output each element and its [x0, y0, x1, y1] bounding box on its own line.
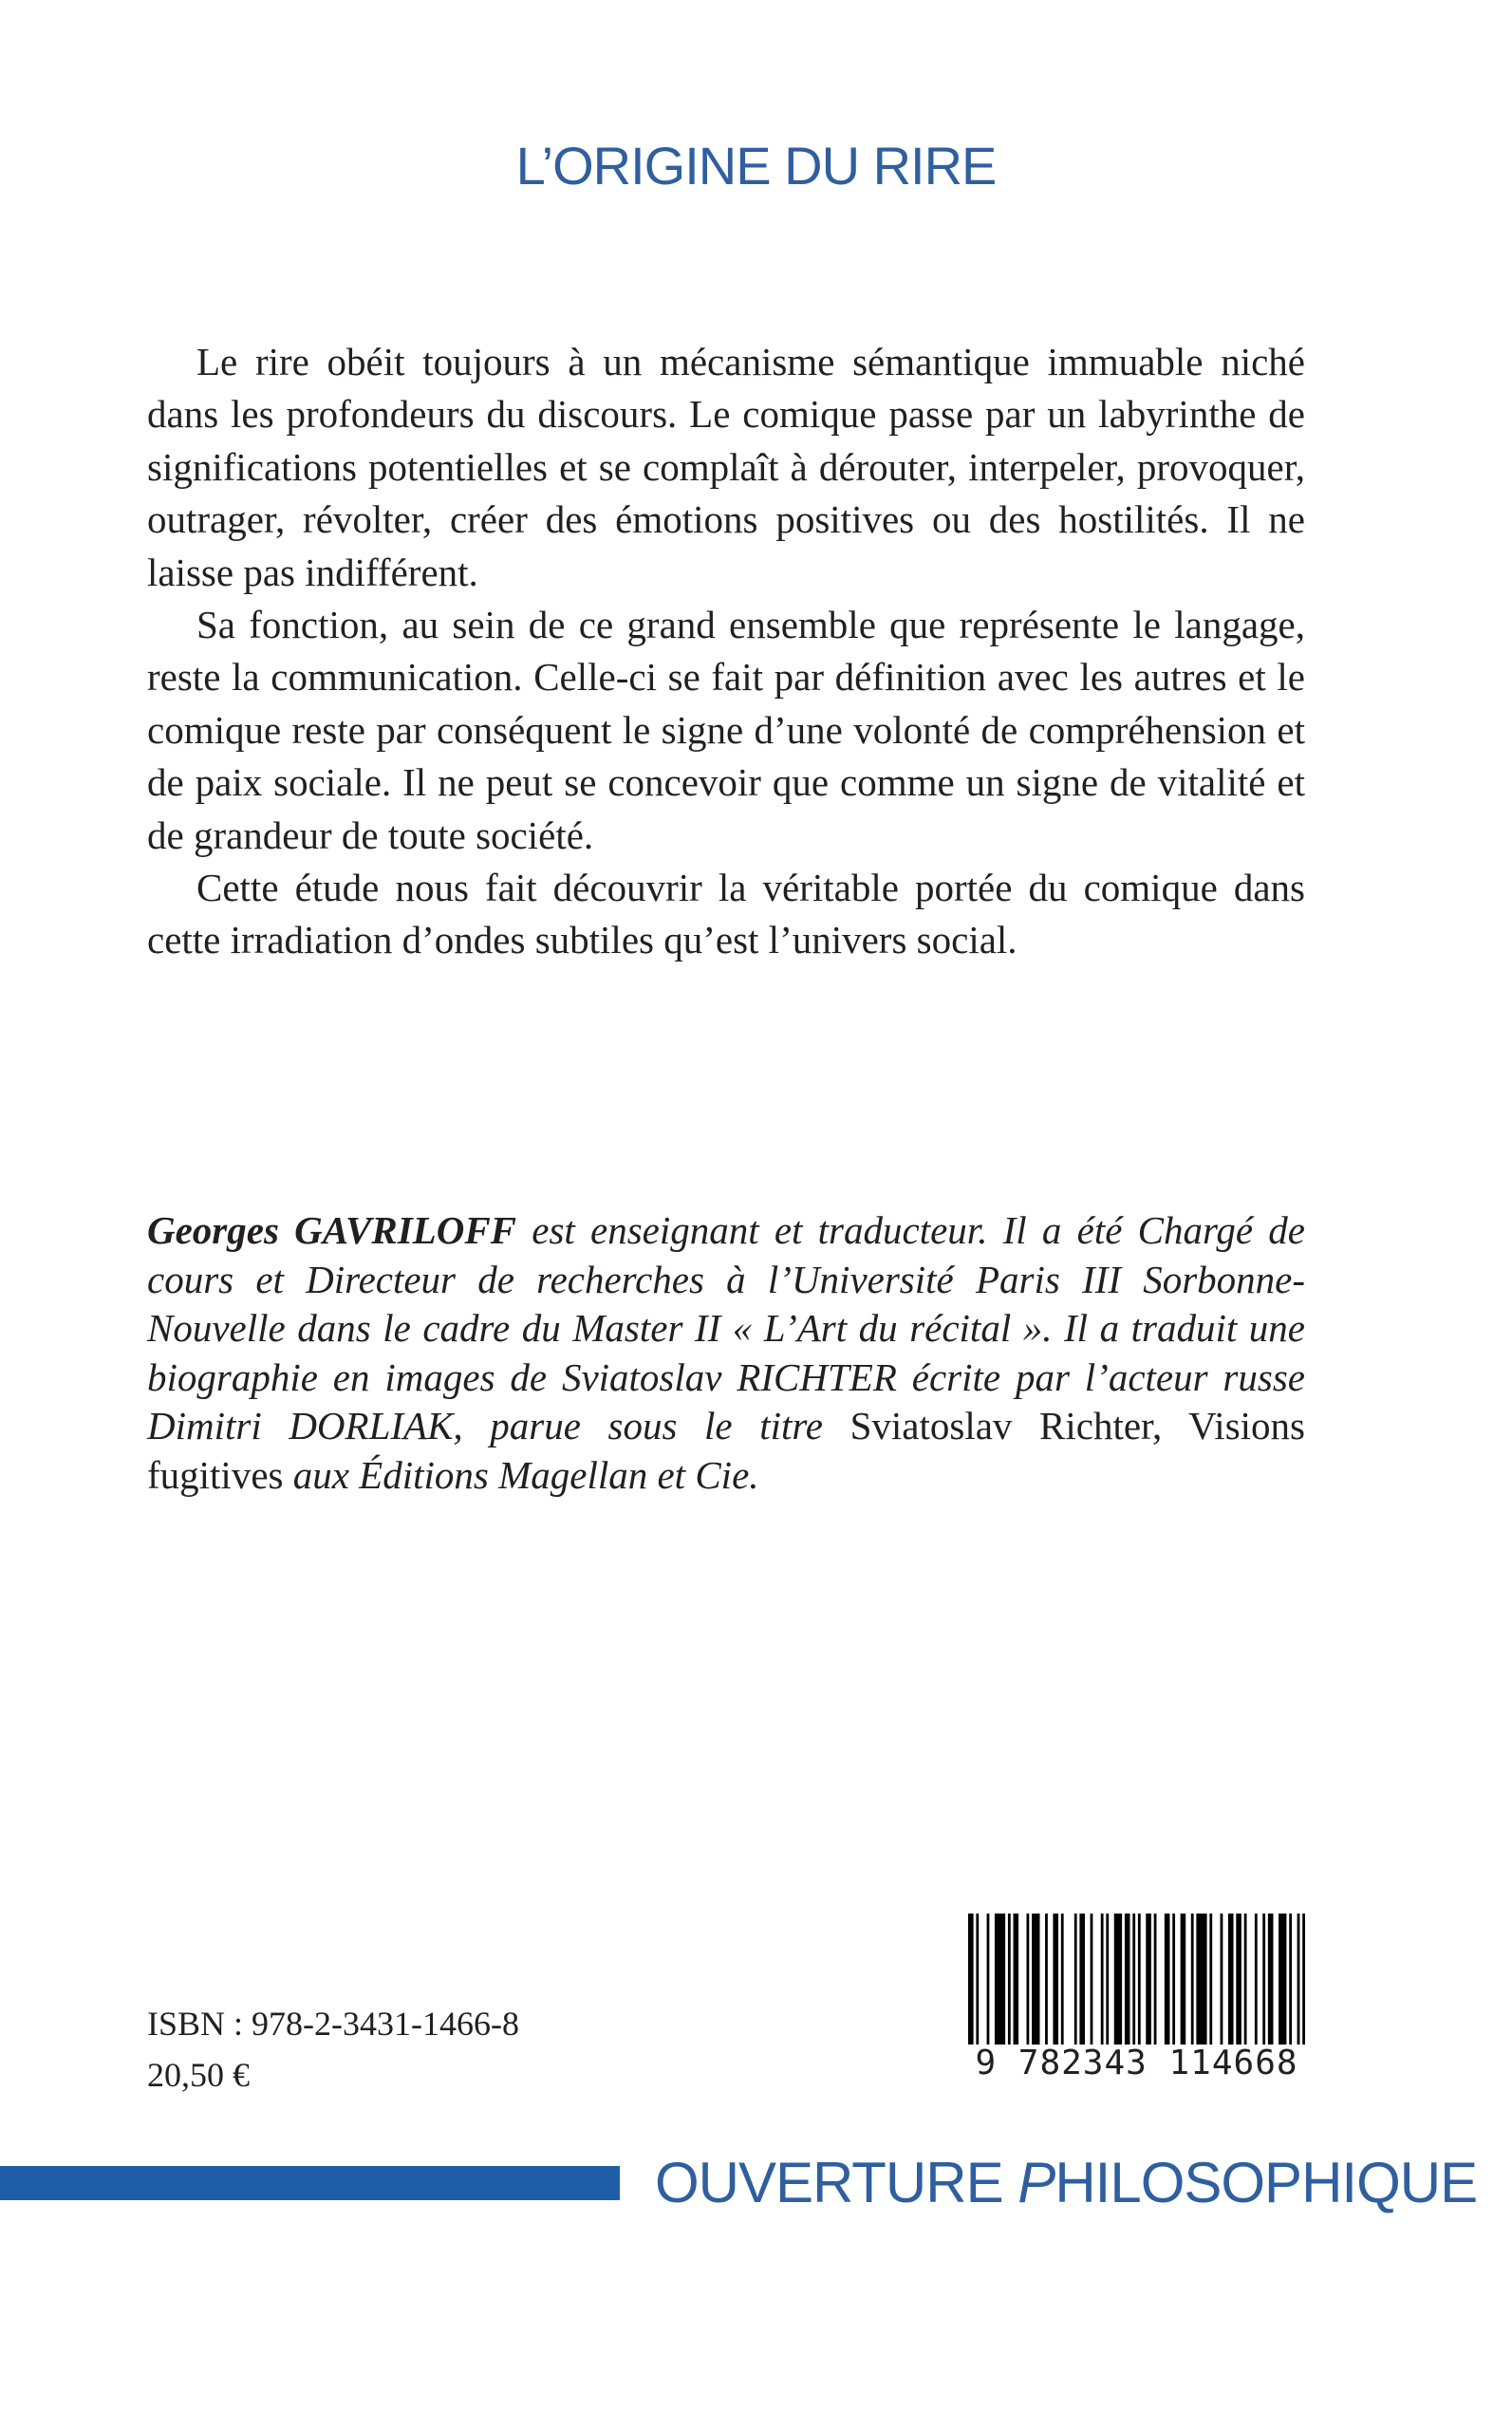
- price-label: 20,50 €: [147, 2056, 250, 2094]
- barcode-bar: [1262, 1914, 1265, 2056]
- barcode-bar: [995, 1914, 1005, 2056]
- isbn-label: ISBN : 978-2-3431-1466-8: [147, 2005, 519, 2043]
- series-color-bar: [0, 2166, 620, 2200]
- barcode-bar: [1008, 1914, 1011, 2056]
- book-title: L’ORIGINE DU RIRE: [515, 136, 997, 196]
- barcode-bar: [1045, 1914, 1048, 2056]
- barcode-bar: [1289, 1914, 1292, 2056]
- barcode-digits: 9 782343 114668: [968, 2045, 1305, 2082]
- barcode-bar: [1138, 1914, 1141, 2056]
- barcode-bar: [1132, 1914, 1135, 2056]
- barcode-bars-icon: [968, 1914, 1305, 2056]
- barcode-bar: [987, 1914, 990, 2056]
- barcode-bar: [1196, 1914, 1206, 2056]
- author-bio: [147, 1206, 1305, 1500]
- author-bio-text-1: est enseignant et traducteur. Il a été Chargé de cours et Directeur de recherches à l’Université Paris III Sorbonne-Nouvelle dans le cadre du Master II « L’Art du récital ». Il a traduit une biographie en images de Sviatoslav RICHTER écrite par l’acteur russe Dimitri DORLIAK, parue sous le titre: [147, 1208, 1305, 1447]
- barcode-bar: [1154, 1914, 1157, 2056]
- barcode-bar: [1279, 1914, 1286, 2056]
- barcode-bar: [1027, 1914, 1030, 2056]
- barcode-bar: [1172, 1914, 1175, 2056]
- blurb-paragraph-2: Sa fonction, au sein de ce grand ensemble que représente le langage, reste la communication. Celle-ci se fait par définition avec les autres et le comique reste par conséquent le signe d’une volonté de compréhension et de paix sociale. Il ne peut se concevoir que comme un signe de vitalité et de grandeur de toute société.: [147, 603, 1305, 857]
- barcode-bar: [968, 1914, 974, 2056]
- barcode-bar: [1181, 1914, 1186, 2056]
- barcode-bar: [1255, 1914, 1258, 2056]
- barcode-bar: [1079, 1914, 1085, 2056]
- barcode-bar: [976, 1914, 979, 2056]
- author-name: Georges GAVRILOFF: [147, 1208, 517, 1252]
- barcode-bar: [1268, 1914, 1274, 2056]
- back-cover-blurb: [147, 336, 1305, 967]
- series-name-part-2: HILOSOPHIQUE: [1055, 2151, 1478, 2214]
- barcode-bar: [1125, 1914, 1130, 2056]
- barcode-bar: [1302, 1914, 1305, 2056]
- barcode-bar: [1236, 1914, 1241, 2056]
- barcode-bar: [1032, 1914, 1039, 2056]
- barcode-bar: [1244, 1914, 1247, 2056]
- author-bio-paragraph: [147, 1206, 1305, 1500]
- barcode-bar: [1074, 1914, 1077, 2056]
- series-name: [655, 2153, 1477, 2213]
- series-name-part-1: OUVERTURE: [655, 2151, 1018, 2214]
- barcode-bar: [1221, 1914, 1223, 2056]
- barcode-bar: [1297, 1914, 1300, 2056]
- barcode-bar: [1165, 1914, 1170, 2056]
- barcode-bar: [1114, 1914, 1122, 2056]
- barcode-bar: [1209, 1914, 1212, 2056]
- barcode-bar: [1061, 1914, 1064, 2056]
- blurb-paragraph-3: Cette étude nous fait découvrir la véritable portée du comique dans cette irradiation d’ondes subtiles qu’est l’univers social.: [147, 866, 1305, 962]
- barcode-bar: [1228, 1914, 1234, 2056]
- translated-book-title: Sviatoslav Richter, Visions fugitives: [147, 1404, 1306, 1497]
- barcode-bar: [1146, 1914, 1151, 2056]
- barcode: [968, 1914, 1305, 2084]
- barcode-bar: [1014, 1914, 1019, 2056]
- author-bio-text-2: aux Éditions Magellan et Cie.: [283, 1452, 759, 1497]
- barcode-bar: [1091, 1914, 1093, 2056]
- barcode-bar: [1053, 1914, 1058, 2056]
- barcode-bar: [1191, 1914, 1194, 2056]
- barcode-bar: [1106, 1914, 1109, 2056]
- barcode-bar: [1101, 1914, 1104, 2056]
- series-name-italic-initial: P: [1017, 2151, 1055, 2214]
- blurb-paragraph-1: Le rire obéit toujours à un mécanisme sémantique immuable niché dans les profondeurs du discours. Le comique passe par un labyrinthe de significations potentielles et se complaît à dérouter, interpeler, provoquer, outrager, révolter, créer des émotions positives ou des hostilités. Il ne laisse pas indifférent.: [147, 340, 1305, 594]
